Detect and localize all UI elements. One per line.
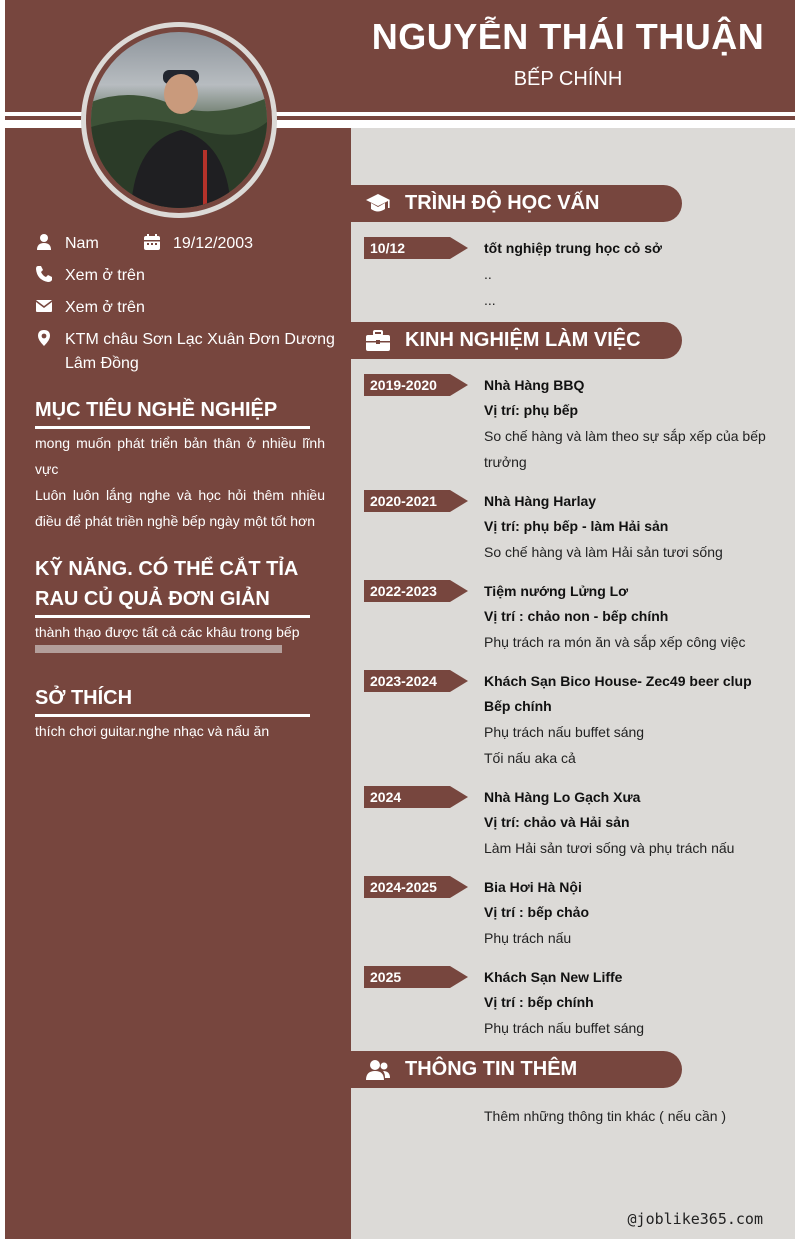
education-line-1: tốt nghiệp trung học cỏ sở	[484, 240, 662, 256]
education-title: TRÌNH ĐỘ HỌC VẤN	[405, 192, 600, 214]
education-tag-label: 10/12	[370, 240, 406, 256]
hobbies-text: thích chơi guitar.nghe nhạc và nấu ăn	[35, 723, 270, 739]
extra-info-header	[351, 1051, 682, 1088]
experience-tag	[364, 580, 468, 602]
person-icon	[35, 233, 53, 251]
hobbies-title: SỞ THÍCH	[35, 687, 133, 709]
location-pin-icon	[35, 329, 53, 347]
users-icon	[365, 1057, 391, 1083]
experience-header	[351, 322, 682, 359]
email-row	[35, 296, 145, 320]
experience-tag	[364, 374, 468, 396]
experience-desc: So chế hàng và làm theo sự sắp xếp của bếp trưởng	[484, 428, 766, 470]
address-value: KTM châu Sơn Lạc Xuân Đơn Dương Lâm Đồng	[65, 331, 335, 372]
experience-tag	[364, 966, 468, 988]
skills-text: thành thạo được tất cả các khâu trong bếp	[35, 624, 300, 640]
objective-text-2: Luôn luôn lắng nghe và học hỏi thêm nhiều điều để phát triền nghề bếp ngày một tốt hơn	[35, 487, 325, 529]
birthdate-value: 19/12/2003	[173, 235, 254, 252]
experience-desc: Tối nấu aka cả	[484, 750, 576, 766]
experience-desc: Phụ trách ra món ăn và sắp xếp công việc	[484, 634, 746, 650]
avatar	[91, 32, 267, 208]
gender-value: Nam	[65, 235, 99, 252]
candidate-name: NGUYỄN THÁI THUẬN	[371, 16, 765, 57]
experience-tag	[364, 670, 468, 692]
experience-desc: So chế hàng và làm Hải sản tươi sống	[484, 544, 723, 560]
briefcase-icon	[365, 328, 391, 354]
education-tag	[364, 237, 468, 259]
experience-position: Vị trí : chảo non - bếp chính	[484, 608, 669, 624]
experience-tag	[364, 876, 468, 898]
resume-page	[5, 0, 795, 1239]
experience-desc: Làm Hải sản tươi sống và phụ trách nấu	[484, 840, 735, 856]
experience-title: KINH NGHIỆM LÀM VIỆC	[405, 329, 641, 351]
gender-row	[35, 232, 99, 256]
experience-period: 2019-2020	[370, 377, 437, 393]
phone-value: Xem ở trên	[65, 267, 145, 284]
skills-rule	[35, 615, 310, 618]
candidate-role: BẾP CHÍNH	[513, 68, 623, 90]
education-line-2: ..	[484, 266, 492, 282]
extra-info-text: Thêm những thông tin khác ( nếu cần )	[484, 1108, 727, 1124]
experience-place: Khách Sạn New Liffe	[484, 969, 623, 985]
experience-period: 2025	[370, 969, 402, 985]
experience-position: Vị trí: chảo và Hải sản	[484, 814, 630, 830]
phone-icon	[35, 265, 53, 283]
experience-period: 2020-2021	[370, 493, 437, 509]
experience-desc: Phụ trách nấu buffet sáng	[484, 1020, 645, 1036]
education-line-3: ...	[484, 292, 496, 308]
education-header	[351, 185, 682, 222]
experience-place: Bia Hơi Hà Nội	[484, 879, 582, 895]
experience-place: Nhà Hàng Lo Gạch Xưa	[484, 789, 641, 805]
experience-tag	[364, 786, 468, 808]
graduation-cap-icon	[365, 191, 391, 217]
hobbies-rule	[35, 714, 310, 717]
experience-period: 2024-2025	[370, 879, 437, 895]
phone-row	[35, 264, 145, 288]
experience-place: Khách Sạn Bico House- Zec49 beer clup	[484, 673, 752, 689]
objective-text-1: mong muốn phát triển bản thân ở nhiều lĩnh vực	[35, 435, 325, 477]
birthdate-row	[143, 232, 253, 256]
experience-place: Nhà Hàng BBQ	[484, 377, 585, 393]
experience-desc: Phụ trách nấu	[484, 930, 572, 946]
watermark: @joblike365.com	[627, 1210, 763, 1228]
experience-period: 2024	[370, 789, 402, 805]
envelope-icon	[35, 297, 53, 315]
experience-desc: Phụ trách nấu buffet sáng	[484, 724, 645, 740]
experience-period: 2022-2023	[370, 583, 437, 599]
experience-position: Vị trí : bếp chính	[484, 994, 594, 1010]
objective-title: MỤC TIÊU NGHỀ NGHIỆP	[35, 399, 278, 421]
address-row	[35, 328, 335, 376]
skills-title: KỸ NĂNG. CÓ THỂ CẮT TỈA RAU CỦ QUẢ ĐƠN GIẢN	[35, 558, 298, 610]
experience-position: Bếp chính	[484, 698, 552, 714]
experience-period: 2023-2024	[370, 673, 437, 689]
experience-position: Vị trí: phụ bếp	[484, 402, 579, 418]
experience-position: Vị trí : bếp chảo	[484, 904, 590, 920]
skill-level-bar	[35, 645, 282, 653]
avatar-photo	[91, 32, 267, 208]
objective-rule	[35, 426, 310, 429]
extra-info-title: THÔNG TIN THÊM	[405, 1058, 578, 1080]
email-value: Xem ở trên	[65, 299, 145, 316]
experience-tag	[364, 490, 468, 512]
calendar-icon	[143, 233, 161, 251]
experience-place: Tiệm nướng Lửng Lơ	[484, 583, 629, 599]
experience-position: Vị trí: phụ bếp - làm Hải sản	[484, 518, 669, 534]
experience-place: Nhà Hàng Harlay	[484, 493, 597, 509]
